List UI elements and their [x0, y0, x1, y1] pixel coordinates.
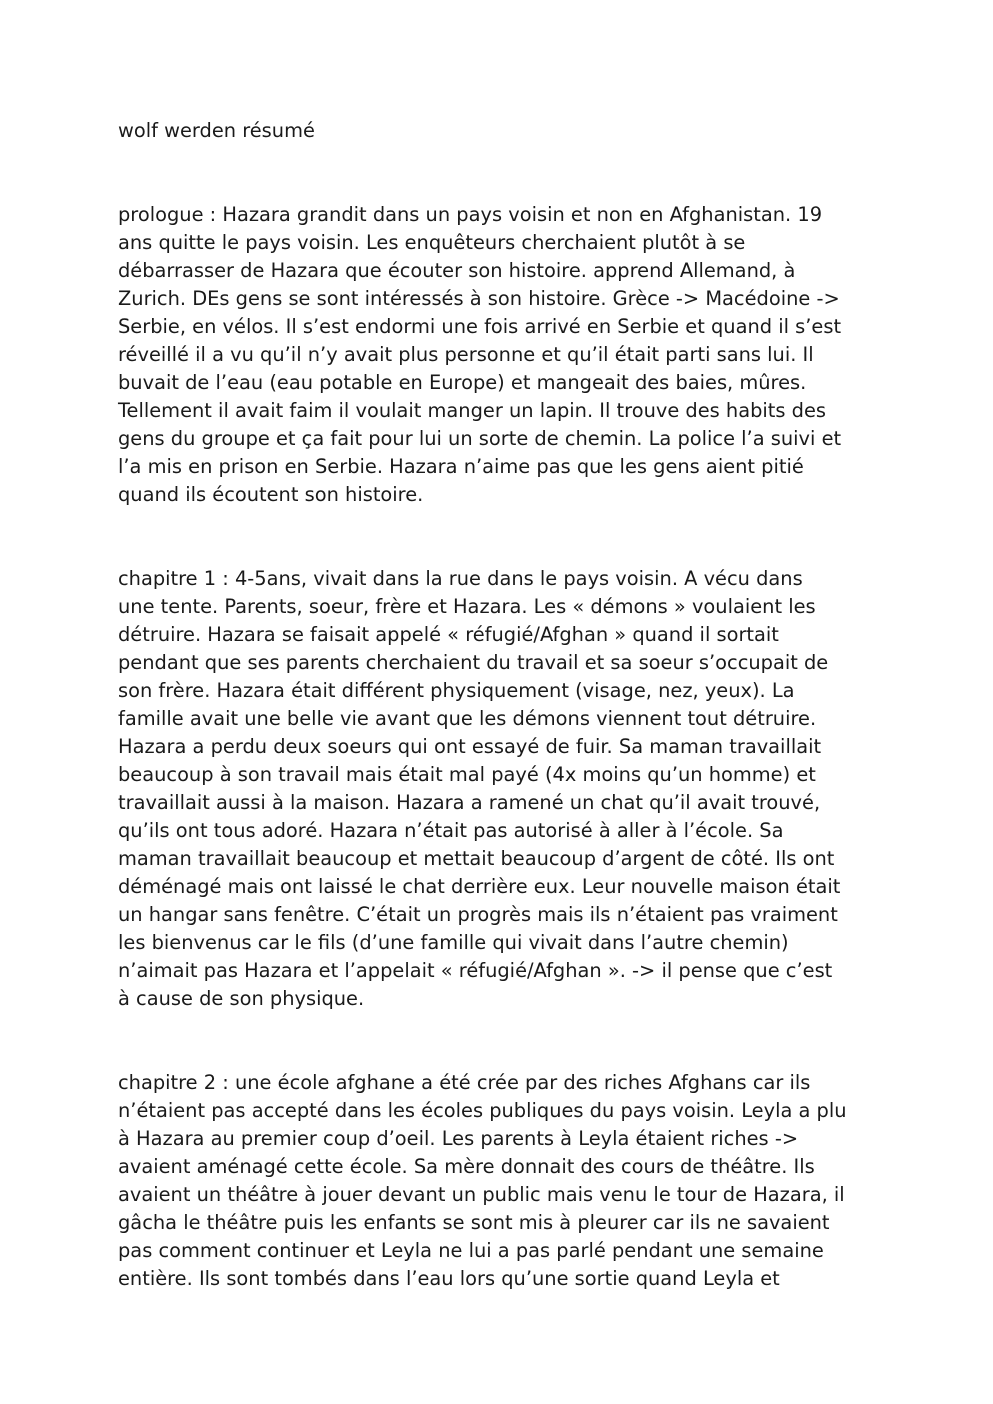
text-line: travaillait aussi à la maison. Hazara a ramené un chat qu’il avait trouvé,	[118, 791, 821, 814]
text-line: déménagé mais ont laissé le chat derrière eux. Leur nouvelle maison était	[118, 875, 841, 898]
text-line: Hazara a perdu deux soeurs qui ont essayé de fuir. Sa maman travaillait	[118, 735, 822, 758]
section-prologue	[118, 201, 883, 509]
text-line: prologue : Hazara grandit dans un pays voisin et non en Afghanistan. 19	[118, 203, 823, 226]
text-line: n’aimait pas Hazara et l’appelait « réfugié/Afghan ». -> il pense que c’est	[118, 959, 833, 982]
text-line: à cause de son physique.	[118, 987, 365, 1010]
text-line: buvait de l’eau (eau potable en Europe) et mangeait des baies, mûres.	[118, 371, 807, 394]
text-line: entière. Ils sont tombés dans l’eau lors qu’une sortie quand Leyla et	[118, 1267, 780, 1290]
text-line: beaucoup à son travail mais était mal payé (4x moins qu’un homme) et	[118, 763, 816, 786]
text-line: détruire. Hazara se faisait appelé « réfugié/Afghan » quand il sortait	[118, 623, 779, 646]
text-line: Tellement il avait faim il voulait manger un lapin. Il trouve des habits des	[118, 399, 827, 422]
text-line: pas comment continuer et Leyla ne lui a pas parlé pendant une semaine	[118, 1239, 824, 1262]
text-line: réveillé il a vu qu’il n’y avait plus personne et qu’il était parti sans lui. Il	[118, 343, 814, 366]
text-line: qu’ils ont tous adoré. Hazara n’était pas autorisé à aller à l’école. Sa	[118, 819, 784, 842]
text-line: un hangar sans fenêtre. C’était un progrès mais ils n’étaient pas vraiment	[118, 903, 838, 926]
text-line: chapitre 2 : une école afghane a été crée par des riches Afghans car ils	[118, 1071, 811, 1094]
section-chapter-1	[118, 565, 883, 1013]
text-line: gâcha le théâtre puis les enfants se sont mis à pleurer car ils ne savaient	[118, 1211, 830, 1234]
text-line: les bienvenus car le fils (d’une famille qui vivait dans l’autre chemin)	[118, 931, 789, 954]
text-line: Serbie, en vélos. Il s’est endormi une fois arrivé en Serbie et quand il s’est	[118, 315, 842, 338]
document-title: wolf werden résumé	[118, 119, 315, 142]
text-line: l’a mis en prison en Serbie. Hazara n’aime pas que les gens aient pitié	[118, 455, 804, 478]
section-chapter-2	[118, 1069, 883, 1293]
text-line: famille avait une belle vie avant que les démons viennent tout détruire.	[118, 707, 817, 730]
text-line: avaient aménagé cette école. Sa mère donnait des cours de théâtre. Ils	[118, 1155, 815, 1178]
text-line: quand ils écoutent son histoire.	[118, 483, 424, 506]
text-line: Zurich. DEs gens se sont intéressés à son histoire. Grèce -> Macédoine ->	[118, 287, 840, 310]
text-line: avaient un théâtre à jouer devant un public mais venu le tour de Hazara, il	[118, 1183, 845, 1206]
text-line: pendant que ses parents cherchaient du travail et sa soeur s’occupait de	[118, 651, 829, 674]
document-page	[118, 117, 883, 1293]
text-line: ans quitte le pays voisin. Les enquêteurs cherchaient plutôt à se	[118, 231, 746, 254]
text-line: son frère. Hazara était différent physiquement (visage, nez, yeux). La	[118, 679, 795, 702]
text-line: une tente. Parents, soeur, frère et Hazara. Les « démons » voulaient les	[118, 595, 816, 618]
text-line: n’étaient pas accepté dans les écoles publiques du pays voisin. Leyla a plu	[118, 1099, 847, 1122]
text-line: maman travaillait beaucoup et mettait beaucoup d’argent de côté. Ils ont	[118, 847, 835, 870]
text-line: chapitre 1 : 4-5ans, vivait dans la rue dans le pays voisin. A vécu dans	[118, 567, 803, 590]
text-line: gens du groupe et ça fait pour lui un sorte de chemin. La police l’a suivi et	[118, 427, 842, 450]
text-line: à Hazara au premier coup d’oeil. Les parents à Leyla étaient riches ->	[118, 1127, 799, 1150]
text-line: débarrasser de Hazara que écouter son histoire. apprend Allemand, à	[118, 259, 796, 282]
